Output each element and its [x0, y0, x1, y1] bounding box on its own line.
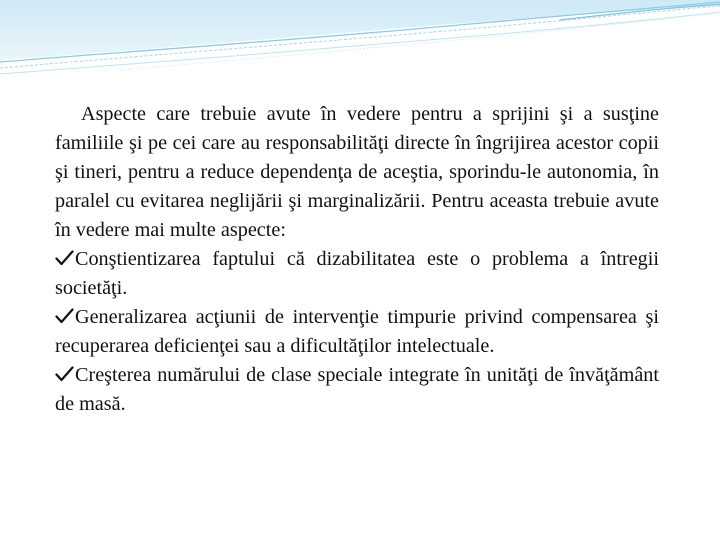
checkmark-icon	[55, 250, 74, 266]
intro-paragraph: Aspecte care trebuie avute în vedere pentru a sprijini şi a susţine familiile şi pe cei care au responsabilităţi directe în îngrijirea acestor copii şi tineri, pentru a reduce dependenţa de aceştia, sporindu-le autonomia, în paralel cu evitarea neglijării şi marginalizării. Pentru aceasta trebuie avute în vedere mai multe aspecte:	[55, 103, 659, 241]
list-item	[55, 361, 659, 419]
checkmark-icon	[55, 308, 74, 324]
slide-body	[55, 100, 659, 419]
checkmark-icon	[55, 366, 74, 382]
list-item	[55, 245, 659, 303]
list-item-text: Conştientizarea faptului că dizabilitatea este o problema a întregii societăţi.	[55, 248, 659, 299]
list-item-text: Generalizarea acţiunii de intervenţie timpurie privind compensarea şi recuperarea deficienţei sau a dificultăţilor intelectuale.	[55, 306, 659, 357]
list-item	[55, 303, 659, 361]
list-item-text: Creşterea numărului de clase speciale integrate în unităţi de învăţământ de masă.	[55, 364, 659, 415]
